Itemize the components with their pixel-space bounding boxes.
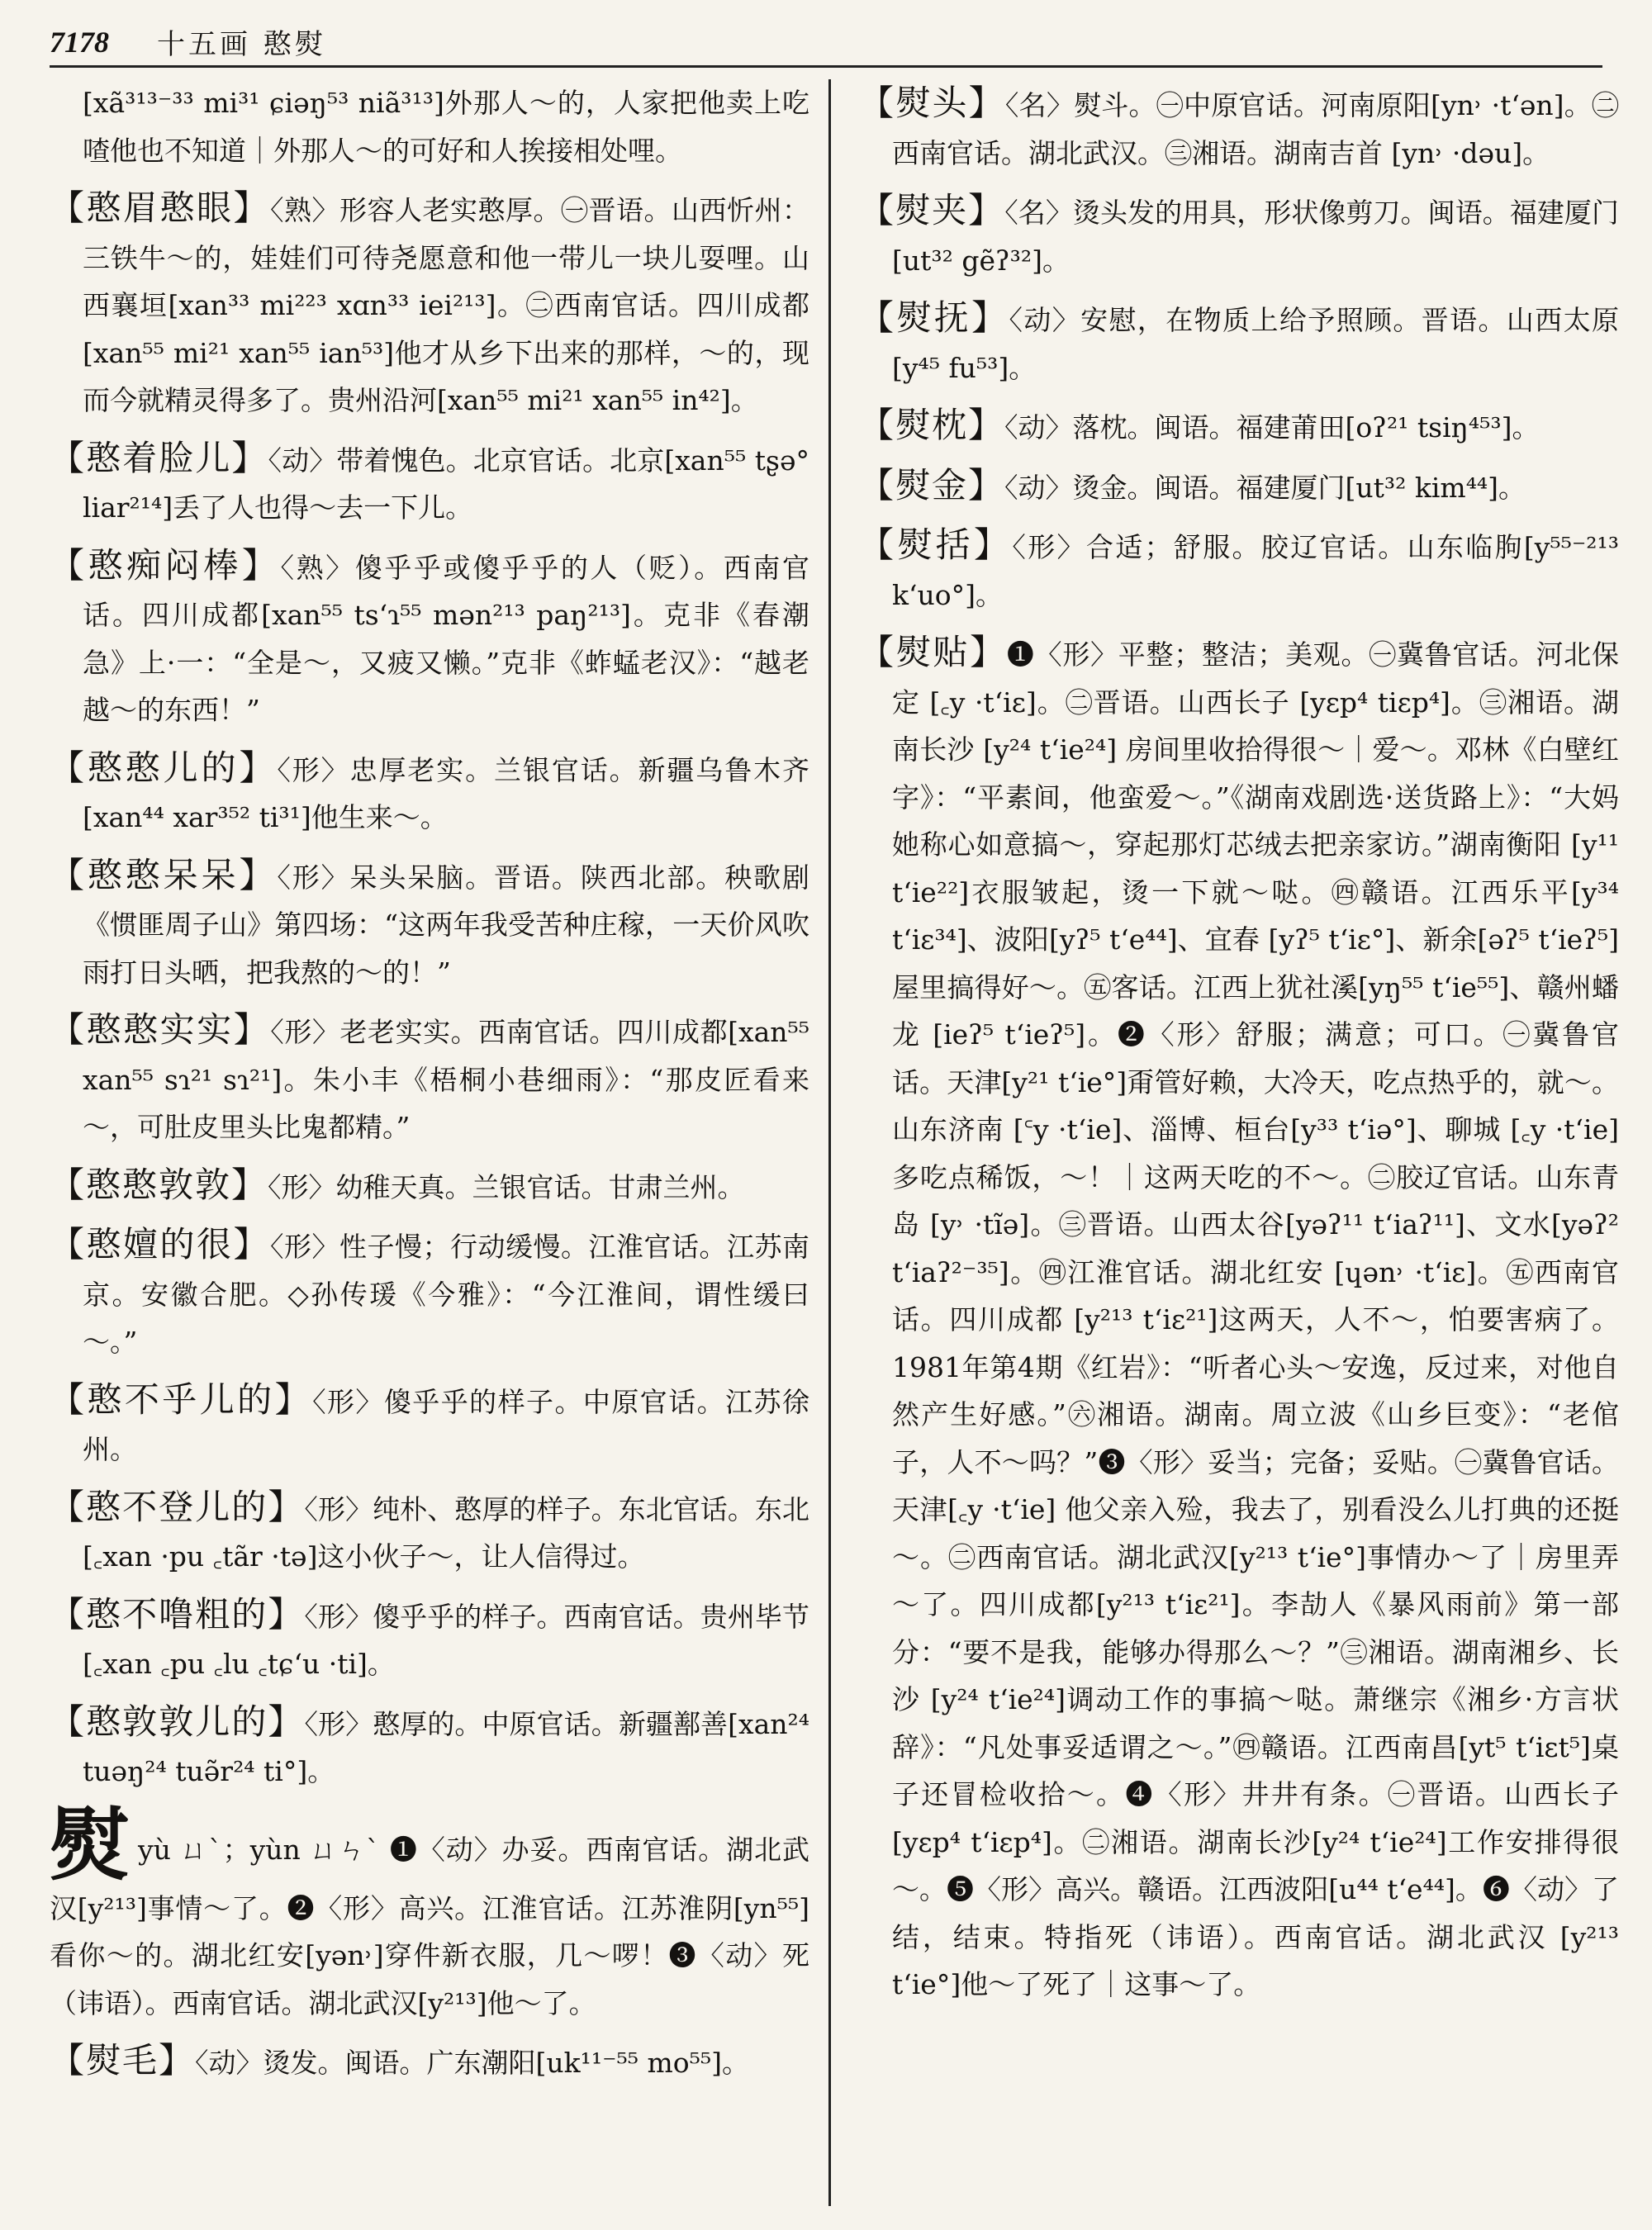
entry-text: 〈动〉烫金。闽语。福建厦门[ut³² kim⁴⁴]。 bbox=[1004, 471, 1526, 504]
entry-headword: 【熨头】 bbox=[859, 83, 1005, 123]
entry-headword: 【熨贴】 bbox=[859, 632, 1007, 672]
dictionary-entry bbox=[50, 744, 809, 842]
entry-headword: 【憨不噜粗的】 bbox=[50, 1593, 305, 1635]
dictionary-entry bbox=[859, 462, 1619, 512]
entry-headword: 【憨痴闷棒】 bbox=[50, 544, 281, 586]
entry-text: 〈形〉老老实实。西南官话。四川成都[xan⁵⁵ xan⁵⁵ sɿ²¹ sɿ²¹]。朱小丰《梧桐小巷细雨》：“那皮匠看来～，可肚皮里头比鬼都精。” bbox=[83, 1016, 809, 1143]
entry-text: 〈形〉性子慢；行动缓慢。江淮官话。江苏南京。安徽合肥。◇孙传瑗《今雅》：“今江淮间，谓性缓曰～。” bbox=[83, 1231, 809, 1358]
entry-text: 〈形〉傻乎乎的样子。西南官话。贵州毕节[꜀xan ꜀pu ꜀lu ꜀tɕʻu ·ti]。 bbox=[83, 1600, 809, 1680]
entry-headword: 【熨抚】 bbox=[859, 297, 1009, 338]
entry-headword: 【憨憨敦敦】 bbox=[50, 1164, 268, 1205]
character-entry bbox=[50, 1797, 810, 2028]
entry-headword: 【憨憨实实】 bbox=[50, 1009, 271, 1050]
entry-text: 〈动〉安慰，在物质上给予照顾。晋语。山西太原[y⁴⁵ fu⁵³]。 bbox=[892, 304, 1619, 384]
entry-headword: 【熨括】 bbox=[859, 524, 1013, 565]
dictionary-entry bbox=[50, 1161, 809, 1212]
head-character: 熨 bbox=[50, 1797, 130, 1891]
entry-text: 〈形〉合适；舒服。胶辽官话。山东临朐[y⁵⁵⁻²¹³ kʻuo°]。 bbox=[892, 531, 1619, 611]
dictionary-entry bbox=[50, 184, 809, 425]
running-title: 十五画 憨熨 bbox=[157, 28, 326, 61]
entry-text: 〈动〉烫发。闽语。广东潮阳[uk¹¹⁻⁵⁵ mo⁵⁵]。 bbox=[195, 2047, 749, 2079]
dictionary-entry bbox=[50, 2037, 809, 2087]
entry-headword: 【熨毛】 bbox=[50, 2040, 196, 2081]
entry-headword: 【憨不乎儿的】 bbox=[50, 1378, 313, 1420]
entry-text: 〈形〉忠厚老实。兰银官话。新疆乌鲁木齐[xan⁴⁴ xar³⁵² ti³¹]他生来～。 bbox=[83, 753, 809, 833]
left-column bbox=[50, 79, 809, 2097]
entry-text: 〈动〉落枕。闽语。福建莆田[oʔ²¹ tsiŋ⁴⁵³]。 bbox=[1004, 411, 1540, 444]
entry-headword: 【憨嬗的很】 bbox=[50, 1224, 270, 1264]
dictionary-entry bbox=[50, 1006, 809, 1151]
dictionary-entry bbox=[50, 1376, 809, 1473]
entry-headword: 【憨眉憨眼】 bbox=[50, 187, 270, 228]
entry-text: 〈形〉呆头呆脑。晋语。陕西北部。秧歌剧《惯匪周子山》第四场：“这两年我受苦种庄稼，一天价风吹雨打日头晒，把我熬的～的！” bbox=[83, 861, 809, 989]
entry-headword: 【憨着脸儿】 bbox=[50, 437, 268, 478]
entry-headword: 【熨金】 bbox=[859, 464, 1005, 505]
entry-headword: 【熨夹】 bbox=[859, 190, 1005, 230]
entry-text: yù ㄩˋ；yùn ㄩㄣˋ ❶〈动〉办妥。西南官话。湖北武汉[y²¹³]事情～了。❷〈形〉高兴。江淮官话。江苏淮阴[yn⁵⁵]看你～的。湖北红安[yən˒]穿件新衣服，几～啰！❸〈动〉死（讳语）。西南官话。湖北武汉[y²¹³]他～了。 bbox=[50, 1833, 810, 2019]
entry-headword: 【憨憨呆呆】 bbox=[50, 854, 278, 895]
entry-headword: 【憨敦敦儿的】 bbox=[50, 1701, 305, 1742]
entry-text: 〈熟〉形容人老实憨厚。㊀晋语。山西忻州：三铁牛～的，娃娃们可待尧愿意和他一带儿一块儿耍哩。山西襄垣[xan³³ mi²²³ xɑn³³ iei²¹³]。㊁西南官话。四川成都[xan⁵⁵ mi²¹ xan⁵⁵ ian⁵³]他才从乡下出来的那样，～的，现而今就精灵得多了。贵州沿河[xan⁵⁵ mi²¹ xan⁵⁵ in⁴²]。 bbox=[83, 194, 809, 416]
entry-text: 〈形〉纯朴、憨厚的样子。东北官话。东北[꜀xan ·pu ꜀tãr ·tə]这小伙子～，让人信得过。 bbox=[83, 1492, 809, 1573]
entry-text: 〈动〉带着愧色。北京官话。北京[xan⁵⁵ tʂə° liar²¹⁴]丢了人也得～去一下儿。 bbox=[83, 444, 809, 524]
dictionary-entry bbox=[859, 187, 1619, 284]
page-number: 7178 bbox=[50, 25, 109, 59]
dictionary-entry bbox=[50, 1591, 809, 1688]
dictionary-entry bbox=[859, 294, 1619, 391]
entry-text: 〈熟〉傻乎乎或傻乎乎的人（贬）。西南官话。四川成都[xan⁵⁵ tsʻɿ⁵⁵ mən²¹³ paŋ²¹³]。克非《春潮急》上·一：“全是～，又疲又懒。”克非《蚱蜢老汉》：“越老越～的东西！” bbox=[83, 551, 809, 726]
dictionary-entry bbox=[50, 1221, 809, 1366]
entry-text: 〈形〉憨厚的。中原官话。新疆鄯善[xan²⁴ tuəŋ²⁴ tuə̃r²⁴ ti°]。 bbox=[83, 1707, 809, 1787]
dictionary-entry bbox=[50, 1483, 809, 1581]
entry-continuation bbox=[50, 79, 809, 174]
entry-headword: 【熨枕】 bbox=[859, 405, 1005, 445]
entry-text: 〈名〉烫头发的用具，形状像剪刀。闽语。福建厦门[ut³² gẽʔ³²]。 bbox=[892, 197, 1619, 277]
page-header bbox=[50, 18, 1602, 68]
entry-text: ❶〈形〉平整；整洁；美观。㊀冀鲁官话。河北保定 [꜀y ·tʻiɛ]。㊁晋语。山西长子 [yɛp⁴ tiɛp⁴]。㊂湘语。湖南长沙 [y²⁴ tʻie²⁴] 房间里收拾得很～｜爱～。邓林《白壁红字》：“平素间，他蛮爱～。”《湖南戏剧选·送货路上》：“大妈她称心如意搞～，穿起那灯芯绒去把亲家访。”湖南衡阳 [y¹¹ tʻie²²]衣服皱起，烫一下就～哒。㊃赣语。江西乐平[y³⁴ tʻiɛ³⁴]、波阳[yʔ⁵ tʻe⁴⁴]、宜春 [yʔ⁵ tʻiɛ°]、新余[əʔ⁵ tʻieʔ⁵]屋里搞得好～。㊄客话。江西上犹社溪[yŋ⁵⁵ tʻie⁵⁵]、赣州蟠龙 [ieʔ⁵ tʻieʔ⁵]。❷〈形〉舒服；满意；可口。㊀冀鲁官话。天津[y²¹ tʻie°]甭管好赖，大冷天，吃点热乎的，就～。山东济南 [꜂y ·tʻie]、淄博、桓台[y³³ tʻiə°]、聊城 [꜀y ·tʻie] 多吃点稀饭，～！｜这两天吃的不～。㊁胶辽官话。山东青岛 [y˒ ·tĩə]。㊂晋语。山西太谷[yəʔ¹¹ tʻiaʔ¹¹]、文水[yəʔ² tʻiaʔ²⁻³⁵]。㊃江淮官话。湖北红安 [ɥən˒ ·tʻiɛ]。㊄西南官话。四川成都 [y²¹³ tʻiɛ²¹]这两天，人不～，怕要害病了。1981年第4期《红岩》：“听者心头～安逸，反过来，对他自然产生好感。”㊅湘语。湖南。周立波《山乡巨变》：“老倌子，人不～吗？”❸〈形〉妥当；完备；妥贴。㊀冀鲁官话。天津[꜀y ·tʻie] 他父亲入殓，我去了，别看没么儿打典的还挺～。㊁西南官话。湖北武汉[y²¹³ tʻie°]事情办～了｜房里弄～了。四川成都[y²¹³ tʻiɛ²¹]。李劼人《暴风雨前》第一部分：“要不是我，能够办得那么～？”㊂湘语。湖南湘乡、长沙 [y²⁴ tʻie²⁴]调动工作的事搞～哒。萧继宗《湘乡·方言状辞》：“凡处事妥适谓之～。”㊃赣语。江西南昌[yt⁵ tʻiɛt⁵]桌子还冒检收拾～。❹〈形〉井井有条。㊀晋语。山西长子[yɛp⁴ tʻiɛp⁴]。㊁湘语。湖南长沙[y²⁴ tʻie²⁴]工作安排得很～。❺〈形〉高兴。赣语。江西波阳[u⁴⁴ tʻe⁴⁴]。❻〈动〉了结，结束。特指死（讳语）。西南官话。湖北武汉 [y²¹³ tʻie°]他～了死了｜这事～了。 bbox=[892, 638, 1619, 2000]
entry-text: 〈形〉幼稚天真。兰银官话。甘肃兰州。 bbox=[268, 1170, 745, 1203]
column-divider bbox=[828, 79, 831, 2206]
dictionary-entry bbox=[859, 521, 1619, 619]
dictionary-entry bbox=[50, 1698, 809, 1796]
dictionary-entry bbox=[859, 401, 1619, 452]
dictionary-entry bbox=[859, 79, 1619, 177]
dictionary-entry bbox=[50, 542, 809, 734]
right-column bbox=[859, 79, 1619, 2019]
entry-headword: 【憨憨儿的】 bbox=[50, 747, 278, 788]
dictionary-entry bbox=[859, 629, 1619, 2009]
dictionary-entry bbox=[50, 434, 809, 532]
entry-headword: 【憨不登儿的】 bbox=[50, 1486, 305, 1527]
entry-text: 〈名〉熨斗。㊀中原官话。河南原阳[yn˒ ·tʻən]。㊁西南官话。湖北武汉。㊂湘语。湖南吉首 [yn˒ ·dəu]。 bbox=[892, 89, 1619, 169]
entry-text: [xã³¹³⁻³³ mi³¹ ɕiəŋ⁵³ niã³¹³]外那人～的，人家把他卖上吃喳他也不知道｜外那人～的可好和人挨接相处哩。 bbox=[83, 87, 809, 167]
entry-text: 〈形〉傻乎乎的样子。中原官话。江苏徐州。 bbox=[83, 1385, 809, 1465]
dictionary-entry bbox=[50, 852, 809, 997]
